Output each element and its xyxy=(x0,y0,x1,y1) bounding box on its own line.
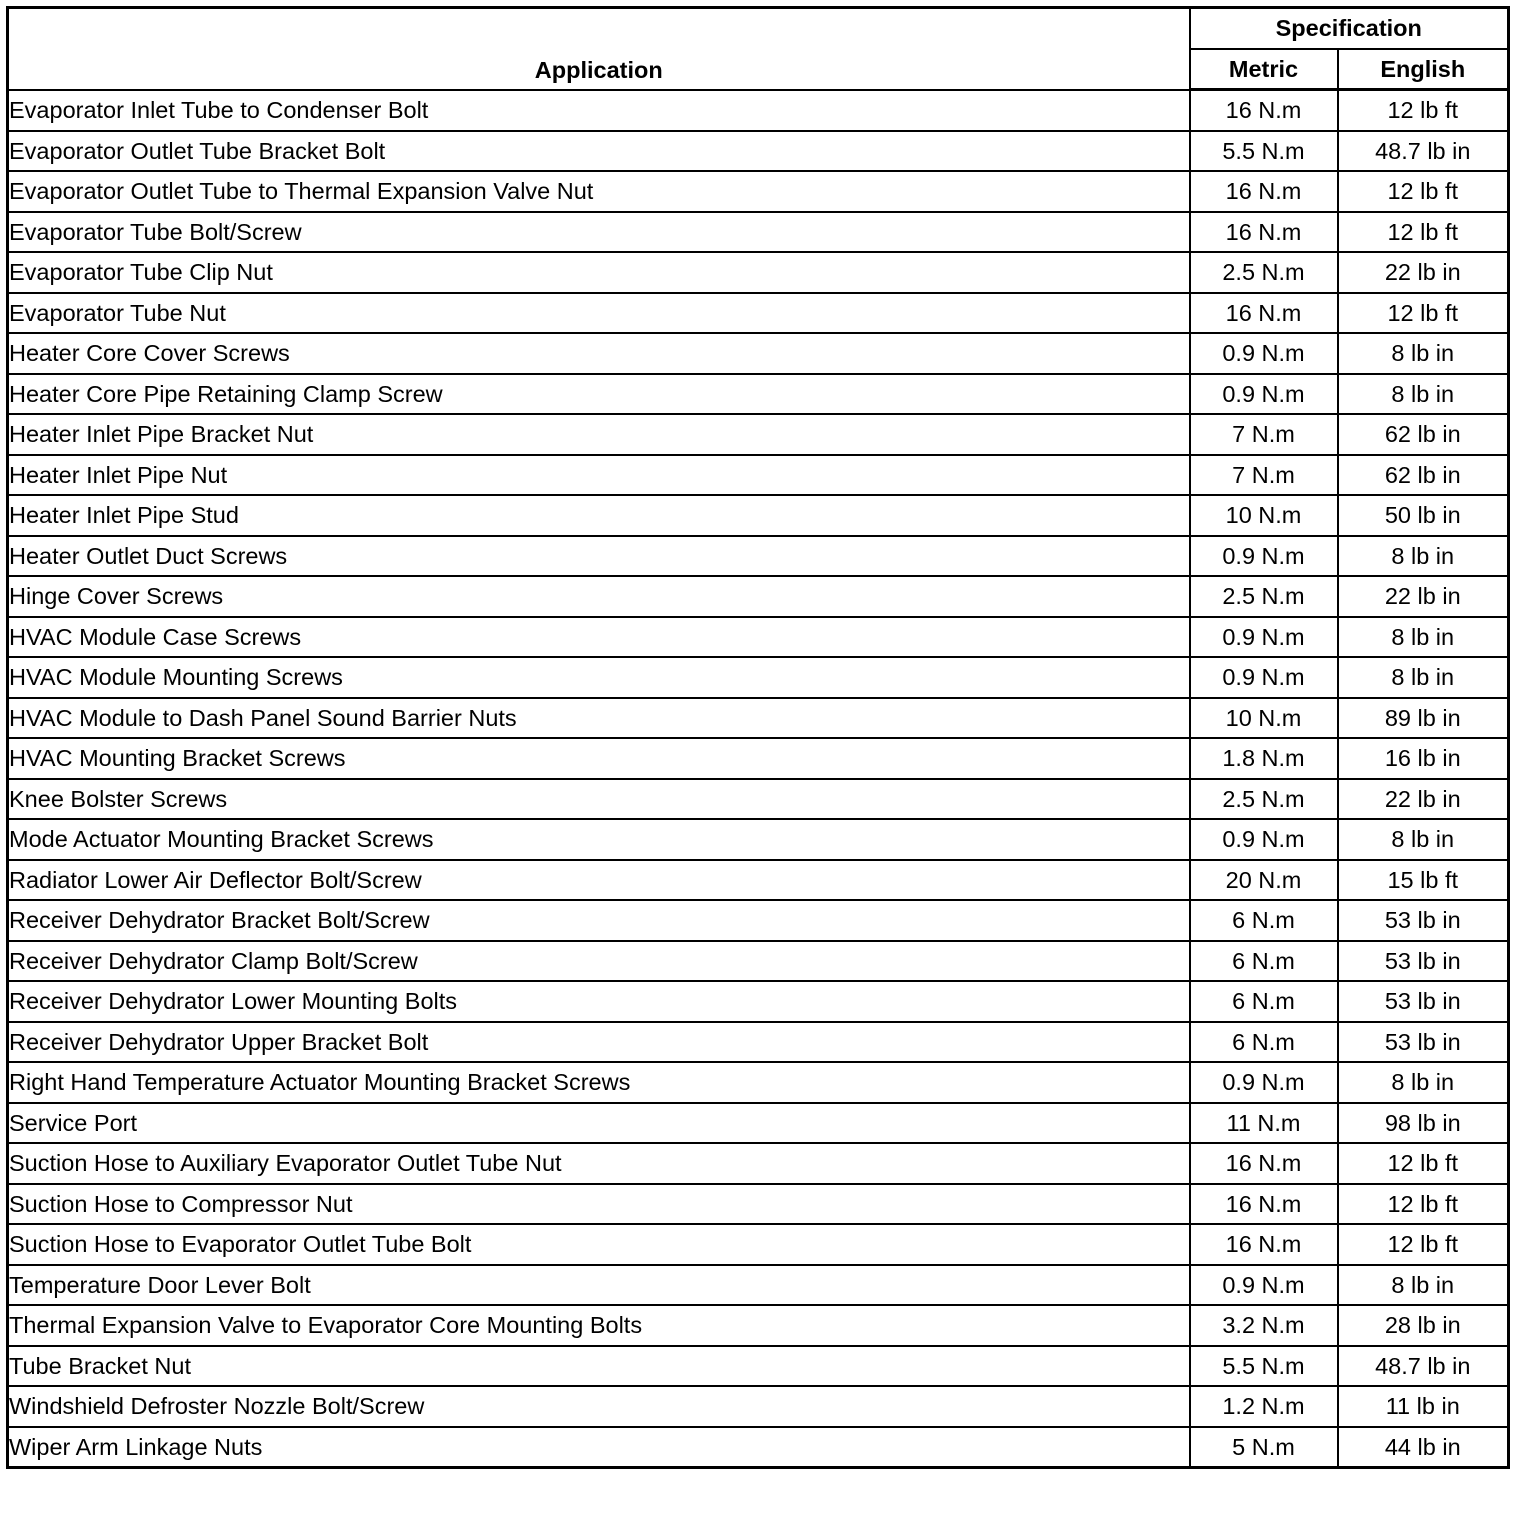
english-cell: 8 lb in xyxy=(1338,819,1509,860)
metric-cell: 0.9 N.m xyxy=(1190,374,1338,415)
metric-cell: 1.2 N.m xyxy=(1190,1386,1338,1427)
specification-group-header: Specification xyxy=(1190,8,1509,49)
application-cell: Wiper Arm Linkage Nuts xyxy=(8,1427,1190,1468)
metric-cell: 10 N.m xyxy=(1190,698,1338,739)
application-column-header: Application xyxy=(8,8,1190,90)
table-row xyxy=(8,941,1509,982)
table-row xyxy=(8,1103,1509,1144)
table-row xyxy=(8,1184,1509,1225)
table-row xyxy=(8,900,1509,941)
application-cell: Evaporator Tube Bolt/Screw xyxy=(8,212,1190,253)
application-cell: Receiver Dehydrator Lower Mounting Bolts xyxy=(8,981,1190,1022)
metric-cell: 11 N.m xyxy=(1190,1103,1338,1144)
application-cell: Thermal Expansion Valve to Evaporator Core Mounting Bolts xyxy=(8,1305,1190,1346)
metric-cell: 6 N.m xyxy=(1190,981,1338,1022)
application-cell: Heater Inlet Pipe Stud xyxy=(8,495,1190,536)
application-cell: Receiver Dehydrator Bracket Bolt/Screw xyxy=(8,900,1190,941)
english-cell: 22 lb in xyxy=(1338,779,1509,820)
application-cell: HVAC Module Case Screws xyxy=(8,617,1190,658)
table-row xyxy=(8,779,1509,820)
application-cell: Service Port xyxy=(8,1103,1190,1144)
english-cell: 62 lb in xyxy=(1338,455,1509,496)
metric-cell: 16 N.m xyxy=(1190,1184,1338,1225)
application-cell: Right Hand Temperature Actuator Mounting Bracket Screws xyxy=(8,1062,1190,1103)
english-cell: 16 lb in xyxy=(1338,738,1509,779)
table-row xyxy=(8,171,1509,212)
table-row xyxy=(8,1265,1509,1306)
table-body xyxy=(8,90,1509,1468)
english-cell: 8 lb in xyxy=(1338,536,1509,577)
english-cell: 53 lb in xyxy=(1338,941,1509,982)
table-row xyxy=(8,414,1509,455)
application-cell: HVAC Module Mounting Screws xyxy=(8,657,1190,698)
table-row xyxy=(8,90,1509,131)
table-row xyxy=(8,252,1509,293)
metric-cell: 0.9 N.m xyxy=(1190,617,1338,658)
application-cell: Windshield Defroster Nozzle Bolt/Screw xyxy=(8,1386,1190,1427)
metric-cell: 5.5 N.m xyxy=(1190,1346,1338,1387)
application-cell: Heater Outlet Duct Screws xyxy=(8,536,1190,577)
english-cell: 8 lb in xyxy=(1338,333,1509,374)
application-cell: Tube Bracket Nut xyxy=(8,1346,1190,1387)
english-cell: 12 lb ft xyxy=(1338,171,1509,212)
table-row xyxy=(8,819,1509,860)
application-cell: Heater Inlet Pipe Bracket Nut xyxy=(8,414,1190,455)
english-cell: 28 lb in xyxy=(1338,1305,1509,1346)
metric-cell: 16 N.m xyxy=(1190,293,1338,334)
english-cell: 44 lb in xyxy=(1338,1427,1509,1468)
english-cell: 11 lb in xyxy=(1338,1386,1509,1427)
metric-cell: 5 N.m xyxy=(1190,1427,1338,1468)
english-cell: 8 lb in xyxy=(1338,1062,1509,1103)
metric-column-header: Metric xyxy=(1190,49,1338,90)
table-row xyxy=(8,1386,1509,1427)
table-row xyxy=(8,981,1509,1022)
english-cell: 22 lb in xyxy=(1338,252,1509,293)
application-cell: Suction Hose to Auxiliary Evaporator Outlet Tube Nut xyxy=(8,1143,1190,1184)
application-cell: Heater Core Pipe Retaining Clamp Screw xyxy=(8,374,1190,415)
table-row xyxy=(8,698,1509,739)
application-cell: Evaporator Outlet Tube to Thermal Expansion Valve Nut xyxy=(8,171,1190,212)
application-cell: Evaporator Outlet Tube Bracket Bolt xyxy=(8,131,1190,172)
english-cell: 12 lb ft xyxy=(1338,212,1509,253)
table-row xyxy=(8,293,1509,334)
table-row xyxy=(8,1224,1509,1265)
application-cell: HVAC Mounting Bracket Screws xyxy=(8,738,1190,779)
metric-cell: 3.2 N.m xyxy=(1190,1305,1338,1346)
english-cell: 8 lb in xyxy=(1338,617,1509,658)
table-row xyxy=(8,374,1509,415)
english-cell: 50 lb in xyxy=(1338,495,1509,536)
table-row xyxy=(8,1143,1509,1184)
metric-cell: 0.9 N.m xyxy=(1190,1062,1338,1103)
table-row xyxy=(8,576,1509,617)
english-cell: 98 lb in xyxy=(1338,1103,1509,1144)
metric-cell: 0.9 N.m xyxy=(1190,1265,1338,1306)
application-cell: Knee Bolster Screws xyxy=(8,779,1190,820)
english-cell: 62 lb in xyxy=(1338,414,1509,455)
application-cell: Heater Core Cover Screws xyxy=(8,333,1190,374)
application-cell: Temperature Door Lever Bolt xyxy=(8,1265,1190,1306)
application-cell: Radiator Lower Air Deflector Bolt/Screw xyxy=(8,860,1190,901)
english-cell: 53 lb in xyxy=(1338,981,1509,1022)
metric-cell: 6 N.m xyxy=(1190,941,1338,982)
table-row xyxy=(8,617,1509,658)
metric-cell: 7 N.m xyxy=(1190,455,1338,496)
english-column-header: English xyxy=(1338,49,1509,90)
application-cell: HVAC Module to Dash Panel Sound Barrier Nuts xyxy=(8,698,1190,739)
header-row-top xyxy=(8,8,1509,49)
english-cell: 89 lb in xyxy=(1338,698,1509,739)
table-row xyxy=(8,1427,1509,1468)
english-cell: 53 lb in xyxy=(1338,1022,1509,1063)
table-row xyxy=(8,657,1509,698)
english-cell: 8 lb in xyxy=(1338,374,1509,415)
table-row xyxy=(8,455,1509,496)
metric-cell: 2.5 N.m xyxy=(1190,252,1338,293)
metric-cell: 0.9 N.m xyxy=(1190,657,1338,698)
metric-cell: 5.5 N.m xyxy=(1190,131,1338,172)
english-cell: 48.7 lb in xyxy=(1338,1346,1509,1387)
table-row xyxy=(8,1305,1509,1346)
table-row xyxy=(8,131,1509,172)
english-cell: 22 lb in xyxy=(1338,576,1509,617)
application-cell: Evaporator Inlet Tube to Condenser Bolt xyxy=(8,90,1190,131)
metric-cell: 6 N.m xyxy=(1190,1022,1338,1063)
table-row xyxy=(8,860,1509,901)
table-row xyxy=(8,1062,1509,1103)
application-cell: Heater Inlet Pipe Nut xyxy=(8,455,1190,496)
table-row xyxy=(8,212,1509,253)
metric-cell: 0.9 N.m xyxy=(1190,819,1338,860)
application-cell: Receiver Dehydrator Clamp Bolt/Screw xyxy=(8,941,1190,982)
table-row xyxy=(8,333,1509,374)
metric-cell: 16 N.m xyxy=(1190,212,1338,253)
metric-cell: 16 N.m xyxy=(1190,90,1338,131)
english-cell: 48.7 lb in xyxy=(1338,131,1509,172)
fastener-spec-table xyxy=(6,6,1510,1469)
metric-cell: 2.5 N.m xyxy=(1190,779,1338,820)
english-cell: 12 lb ft xyxy=(1338,1224,1509,1265)
metric-cell: 16 N.m xyxy=(1190,1224,1338,1265)
table-row xyxy=(8,1022,1509,1063)
english-cell: 15 lb ft xyxy=(1338,860,1509,901)
metric-cell: 20 N.m xyxy=(1190,860,1338,901)
metric-cell: 2.5 N.m xyxy=(1190,576,1338,617)
english-cell: 53 lb in xyxy=(1338,900,1509,941)
english-cell: 8 lb in xyxy=(1338,1265,1509,1306)
application-cell: Evaporator Tube Clip Nut xyxy=(8,252,1190,293)
metric-cell: 10 N.m xyxy=(1190,495,1338,536)
application-cell: Receiver Dehydrator Upper Bracket Bolt xyxy=(8,1022,1190,1063)
english-cell: 12 lb ft xyxy=(1338,293,1509,334)
english-cell: 12 lb ft xyxy=(1338,90,1509,131)
metric-cell: 0.9 N.m xyxy=(1190,536,1338,577)
metric-cell: 16 N.m xyxy=(1190,1143,1338,1184)
application-cell: Evaporator Tube Nut xyxy=(8,293,1190,334)
english-cell: 12 lb ft xyxy=(1338,1184,1509,1225)
english-cell: 8 lb in xyxy=(1338,657,1509,698)
table-row xyxy=(8,536,1509,577)
english-cell: 12 lb ft xyxy=(1338,1143,1509,1184)
metric-cell: 16 N.m xyxy=(1190,171,1338,212)
table-header xyxy=(8,8,1509,90)
metric-cell: 1.8 N.m xyxy=(1190,738,1338,779)
table-row xyxy=(8,1346,1509,1387)
table-row xyxy=(8,738,1509,779)
application-cell: Hinge Cover Screws xyxy=(8,576,1190,617)
application-cell: Mode Actuator Mounting Bracket Screws xyxy=(8,819,1190,860)
table-row xyxy=(8,495,1509,536)
application-cell: Suction Hose to Compressor Nut xyxy=(8,1184,1190,1225)
metric-cell: 6 N.m xyxy=(1190,900,1338,941)
application-cell: Suction Hose to Evaporator Outlet Tube Bolt xyxy=(8,1224,1190,1265)
metric-cell: 0.9 N.m xyxy=(1190,333,1338,374)
metric-cell: 7 N.m xyxy=(1190,414,1338,455)
